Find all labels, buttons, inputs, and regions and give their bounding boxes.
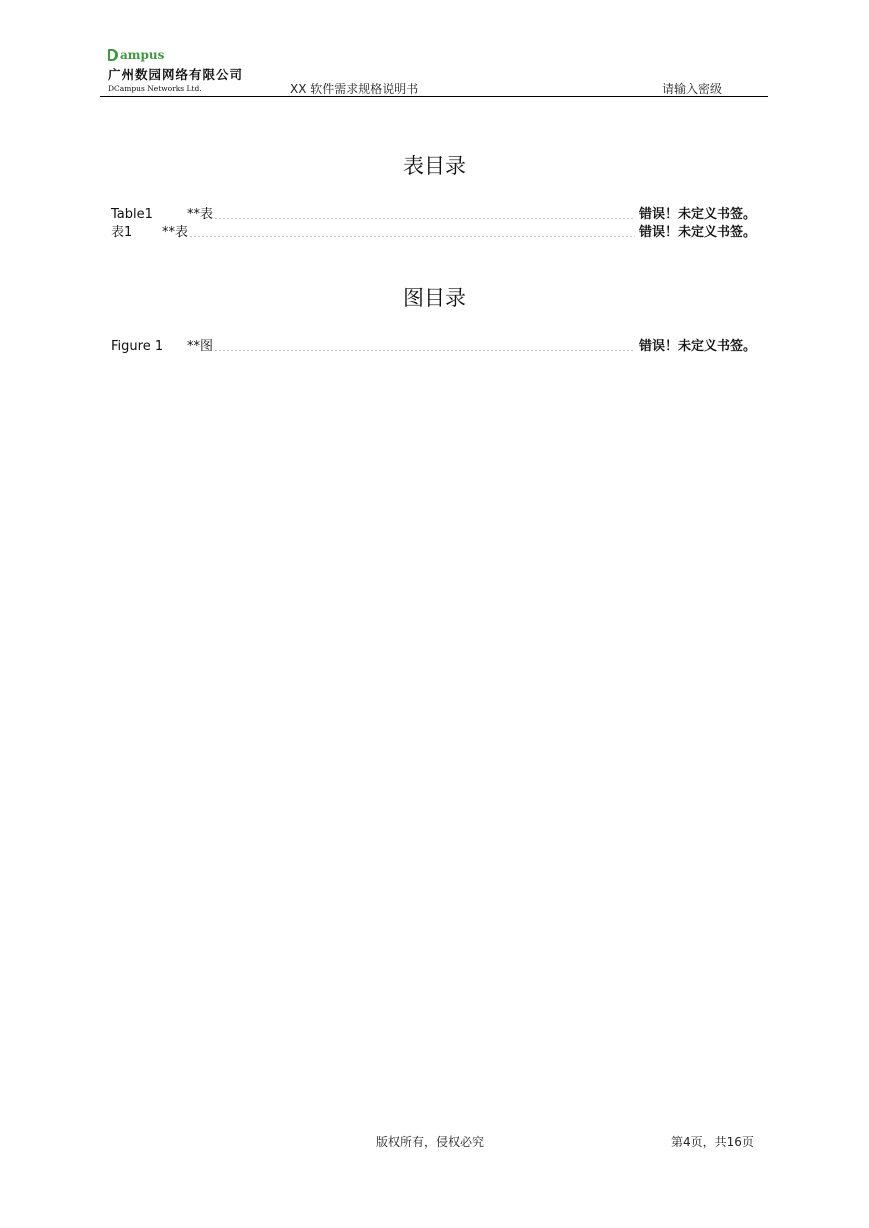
footer-copyright: 版权所有，侵权必究 [376,1135,485,1149]
toc-leader-dots [214,218,635,219]
header-divider [100,96,768,97]
header-security-level: 请输入密级 [662,82,723,96]
toc-entry[interactable] [111,338,756,356]
toc-leader-dots [189,236,635,237]
logo-brand-text: ampus [120,48,165,62]
toc-entry[interactable] [111,224,756,242]
toc-entry-label: 表1 [111,225,133,240]
toc-entry-caption: **图 [187,339,214,354]
logo-company-name-en: DCampus Networks Ltd. [108,84,202,93]
footer-page-number: 第4页，共16页 [671,1135,754,1149]
dcampus-logo-icon [108,45,288,61]
tables-toc-title: 表目录 [403,154,466,178]
toc-entry[interactable] [111,206,756,224]
header-doc-title: XX 软件需求规格说明书 [290,82,419,96]
figures-toc-list [111,338,756,356]
toc-entry-label: Figure 1 [111,339,164,354]
logo-company-name-cn: 广州数园网络有限公司 [108,67,244,82]
toc-entry-caption: **表 [162,225,189,240]
toc-entry-page: 错误！未定义书签。 [638,225,756,240]
toc-leader-dots [214,350,635,351]
toc-entry-page: 错误！未定义书签。 [638,339,756,354]
logo-d-shape [108,49,118,61]
company-logo [108,45,288,93]
toc-entry-caption: **表 [187,207,214,222]
toc-entry-label: Table1 [111,207,153,222]
figures-toc-title: 图目录 [403,286,466,310]
tables-toc-list [111,206,756,242]
toc-entry-page: 错误！未定义书签。 [638,207,756,222]
